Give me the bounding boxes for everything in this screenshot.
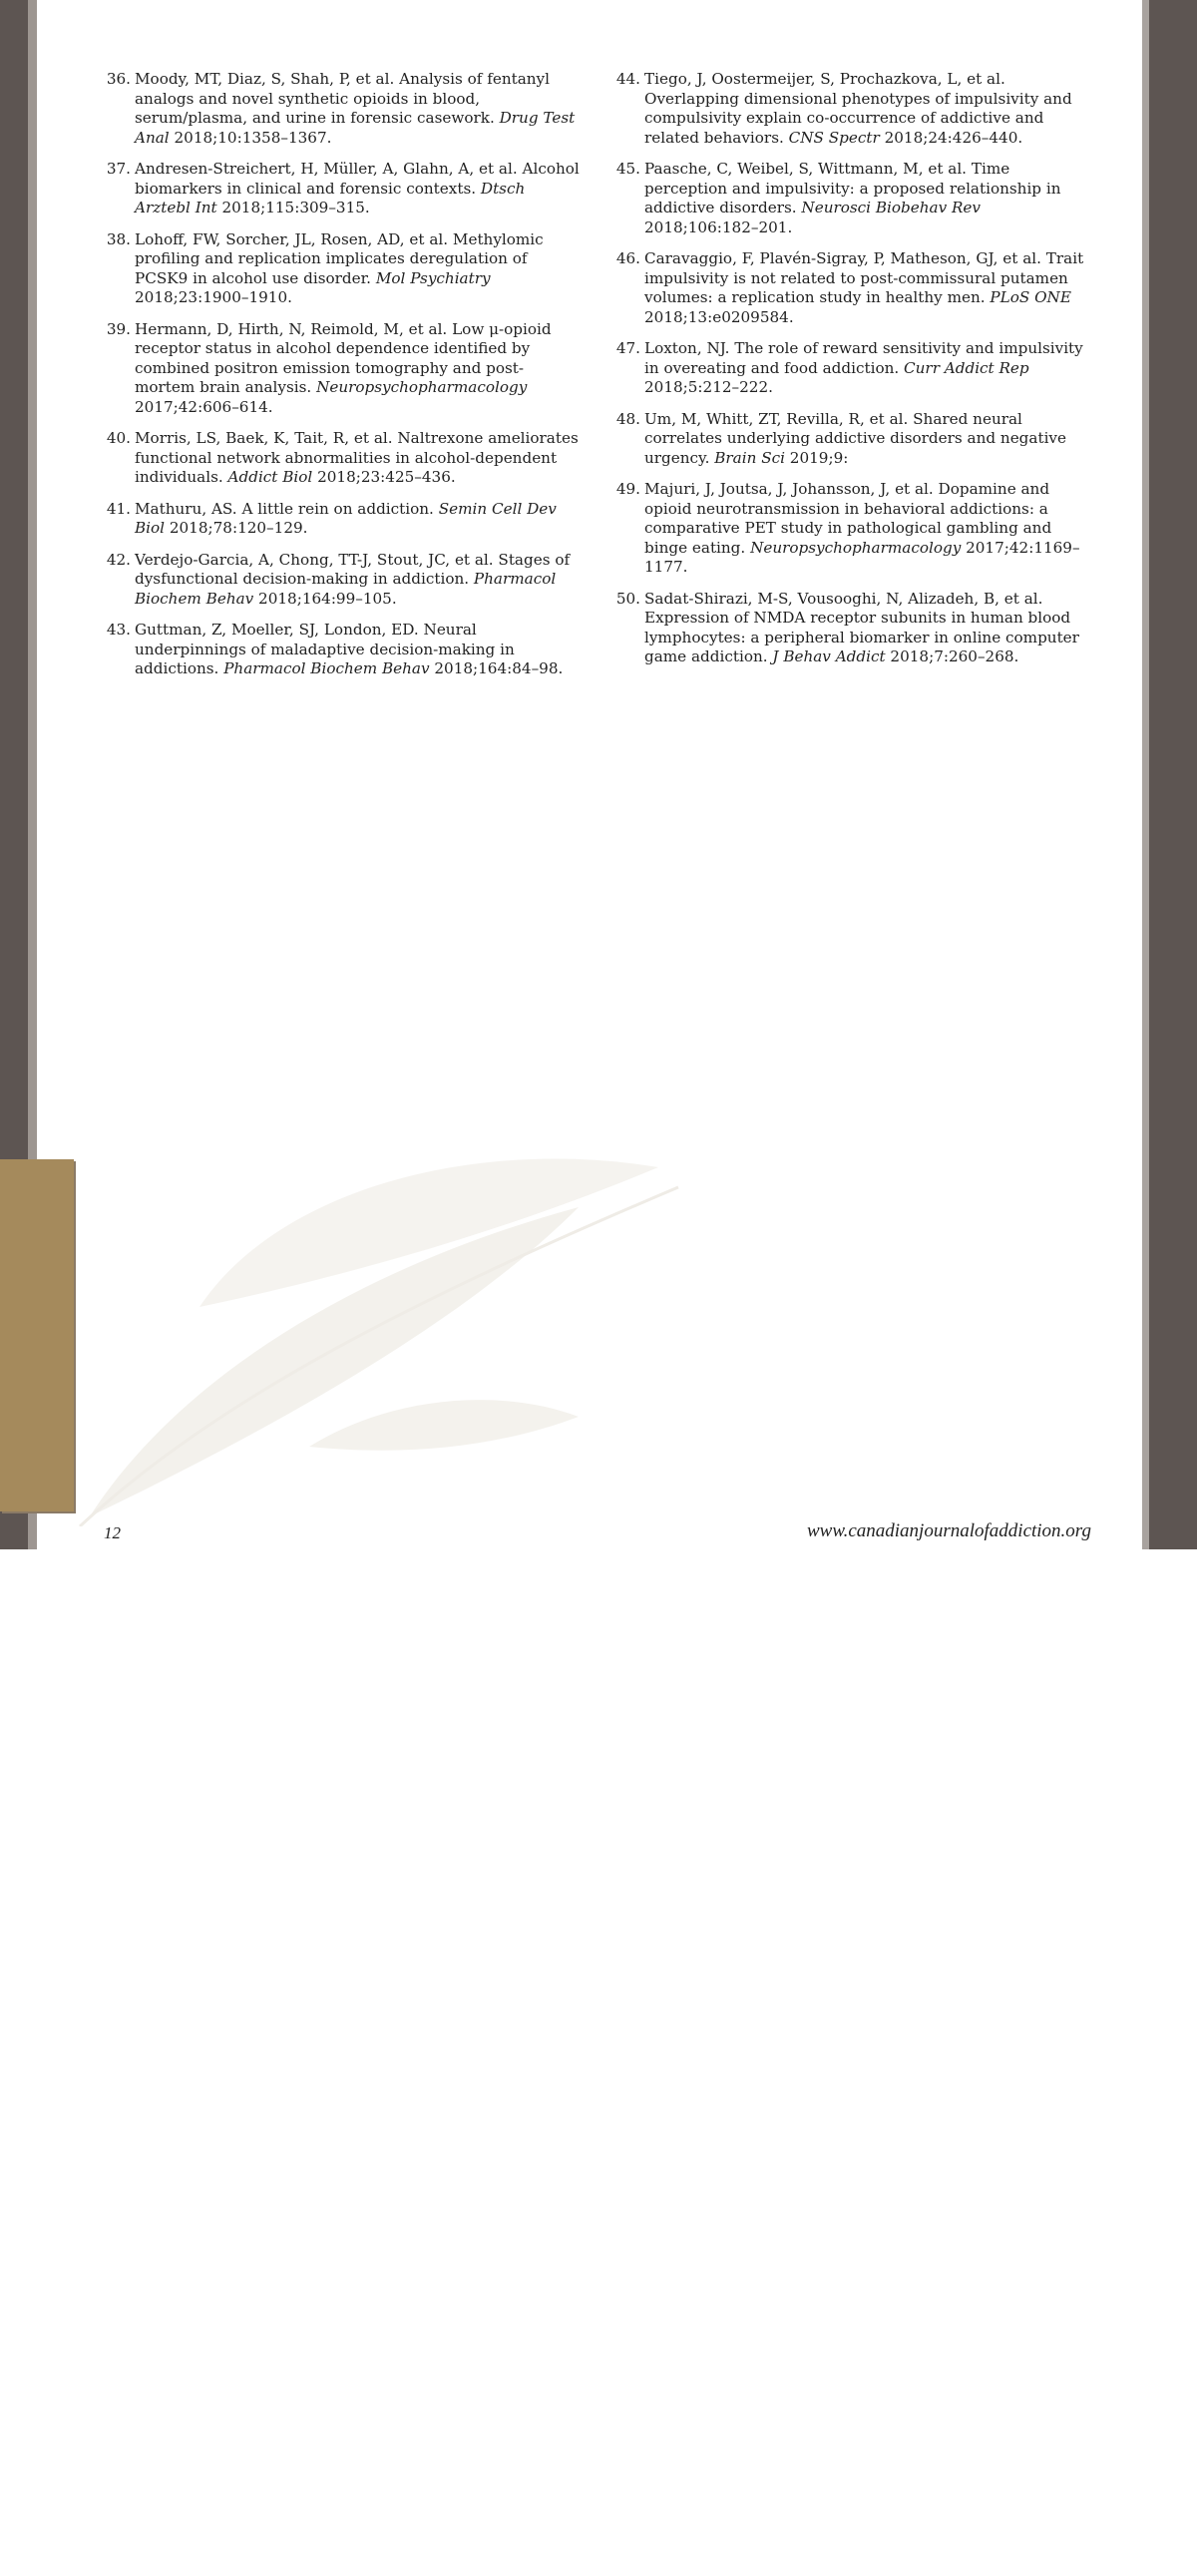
reference-item [613, 160, 1090, 237]
reference-number: 38. [106, 229, 131, 248]
reference-text: Tiego, J, Oostermeijer, S, Prochazkova, L, et al. Overlapping dimensional phenotypes of impulsivity and compulsivity explain co-occurrence of addictive and related behaviors. CNS Spectr 2018;24:426–440. [644, 70, 1072, 147]
reference-number: 45. [615, 160, 640, 178]
journal-name: Pharmacol Biochem Behav [223, 659, 430, 677]
side-tab [0, 1159, 74, 2576]
reference-item [613, 249, 1090, 327]
reference-text: Morris, LS, Baek, K, Tait, R, et al. Naltrexone ameliorates functional network abnormalities in alcohol-dependent individuals. Addict Biol 2018;23:425–436. [135, 429, 579, 486]
reference-text: Hermann, D, Hirth, N, Reimold, M, et al. Low μ-opioid receptor status in alcohol dependence identified by combined positron emission tomography and post-mortem brain analysis. Neuropsychopharmacology 2017;42:606–614. [135, 319, 552, 416]
reference-number: 42. [106, 550, 131, 569]
reference-item [613, 590, 1090, 667]
issue-date-label: MARCH 2021 [23, 2412, 52, 2576]
journal-name: Addict Biol [227, 468, 313, 486]
reference-number: 40. [106, 429, 131, 447]
journal-website-link[interactable]: www.canadianjournalofaddiction.org [806, 1520, 1091, 1541]
reference-text: Mathuru, AS. A little rein on addiction. Semin Cell Dev Biol 2018;78:120–129. [135, 499, 557, 537]
reference-item [104, 70, 583, 148]
reference-item [104, 320, 583, 418]
reference-item [104, 621, 583, 679]
journal-name: Dtsch Arztebl Int [135, 179, 526, 216]
reference-number: 48. [615, 409, 640, 428]
reference-item [104, 230, 583, 308]
reference-item [104, 551, 583, 610]
journal-name: Mol Psychiatry [375, 268, 491, 287]
reference-text: Guttman, Z, Moeller, SJ, London, ED. Neural underpinnings of maladaptive decision-making in addictions. Pharmacol Biochem Behav 2018;164:84–98. [135, 621, 564, 677]
reference-number: 46. [615, 249, 640, 267]
reference-item [613, 410, 1090, 469]
reference-text: Um, M, Whitt, ZT, Revilla, R, et al. Shared neural correlates underlying addictive disorders and negative urgency. Brain Sci 2019;9: [644, 409, 1066, 467]
reference-text: Majuri, J, Joutsa, J, Johansson, J, et al. Dopamine and opioid neurotransmission in behavioral addictions: a comparative PET study in pathological gambling and binge eating. Neuropsychopharmacology 2017;42:1169–1177. [644, 480, 1080, 576]
reference-number: 50. [615, 589, 640, 608]
reference-text: Andresen-Streichert, H, Müller, A, Glahn, A, et al. Alcohol biomarkers in clinical and forensic contexts. Dtsch Arztebl Int 2018;115:309–315. [135, 160, 580, 216]
references-right-column [613, 70, 1090, 679]
reference-number: 44. [615, 70, 640, 88]
journal-name: Curr Addict Rep [904, 358, 1029, 377]
reference-number: 39. [106, 319, 131, 338]
reference-number: 41. [106, 499, 131, 518]
reference-item [104, 160, 583, 218]
journal-name: Drug Test Anal [135, 109, 576, 147]
journal-name: Pharmacol Biochem Behav [135, 570, 557, 608]
references-left-column [104, 70, 583, 691]
leaf-watermark-icon [60, 1147, 778, 1526]
journal-name: Semin Cell Dev Biol [135, 499, 557, 537]
journal-name: J Behav Addict [772, 647, 886, 665]
reference-text: Sadat-Shirazi, M-S, Vousooghi, N, Alizadeh, B, et al. Expression of NMDA receptor subunits in human blood lymphocytes: a peripheral biomarker in online computer game addiction. J Behav Addict 2018;7:260–268. [644, 589, 1079, 665]
journal-name: PLoS ONE [990, 288, 1071, 306]
journal-name: Neuropsychopharmacology [316, 378, 528, 396]
reference-number: 47. [615, 339, 640, 357]
reference-number: 36. [106, 70, 131, 88]
reference-text: Moody, MT, Diaz, S, Shah, P, et al. Analysis of fentanyl analogs and novel synthetic opioids in blood, serum/plasma, and urine in forensic casework. Drug Test Anal 2018;10:1358–1367. [135, 70, 576, 147]
reference-item [613, 339, 1090, 398]
reference-item [104, 500, 583, 539]
page-number: 12 [104, 1523, 121, 1542]
reference-number: 43. [106, 621, 131, 639]
journal-name: Neurosci Biobehav Rev [801, 199, 981, 216]
reference-text: Verdejo-Garcia, A, Chong, TT-J, Stout, JC, et al. Stages of dysfunctional decision-making in addiction. Pharmacol Biochem Behav 2018;164:99–105. [135, 550, 571, 608]
right-margin-bar [1149, 0, 1197, 1549]
reference-item [104, 429, 583, 488]
journal-name: Neuropsychopharmacology [750, 538, 962, 557]
reference-item [613, 70, 1090, 148]
journal-name: CNS Spectr [788, 128, 880, 147]
reference-item [613, 480, 1090, 578]
right-margin-stripe [1142, 0, 1149, 1549]
journal-name: Brain Sci [714, 448, 785, 467]
reference-text: Caravaggio, F, Plavén-Sigray, P, Matheson, GJ, et al. Trait impulsivity is not related to post-commissural putamen volumes: a replication study in healthy men. PLoS ONE 2018;13:e0209584. [644, 249, 1084, 326]
reference-number: 37. [106, 160, 131, 178]
reference-text: Lohoff, FW, Sorcher, JL, Rosen, AD, et al. Methylomic profiling and replication implicates deregulation of PCSK9 in alcohol use disorder. Mol Psychiatry 2018;23:1900–1910. [135, 229, 544, 306]
reference-number: 49. [615, 480, 640, 498]
reference-text: Paasche, C, Weibel, S, Wittmann, M, et al. Time perception and impulsivity: a proposed relationship in addictive disorders. Neurosci Biobehav Rev 2018;106:182–201. [644, 160, 1061, 236]
reference-text: Loxton, NJ. The role of reward sensitivity and impulsivity in overeating and food addiction. Curr Addict Rep 2018;5:212–222. [644, 339, 1083, 396]
